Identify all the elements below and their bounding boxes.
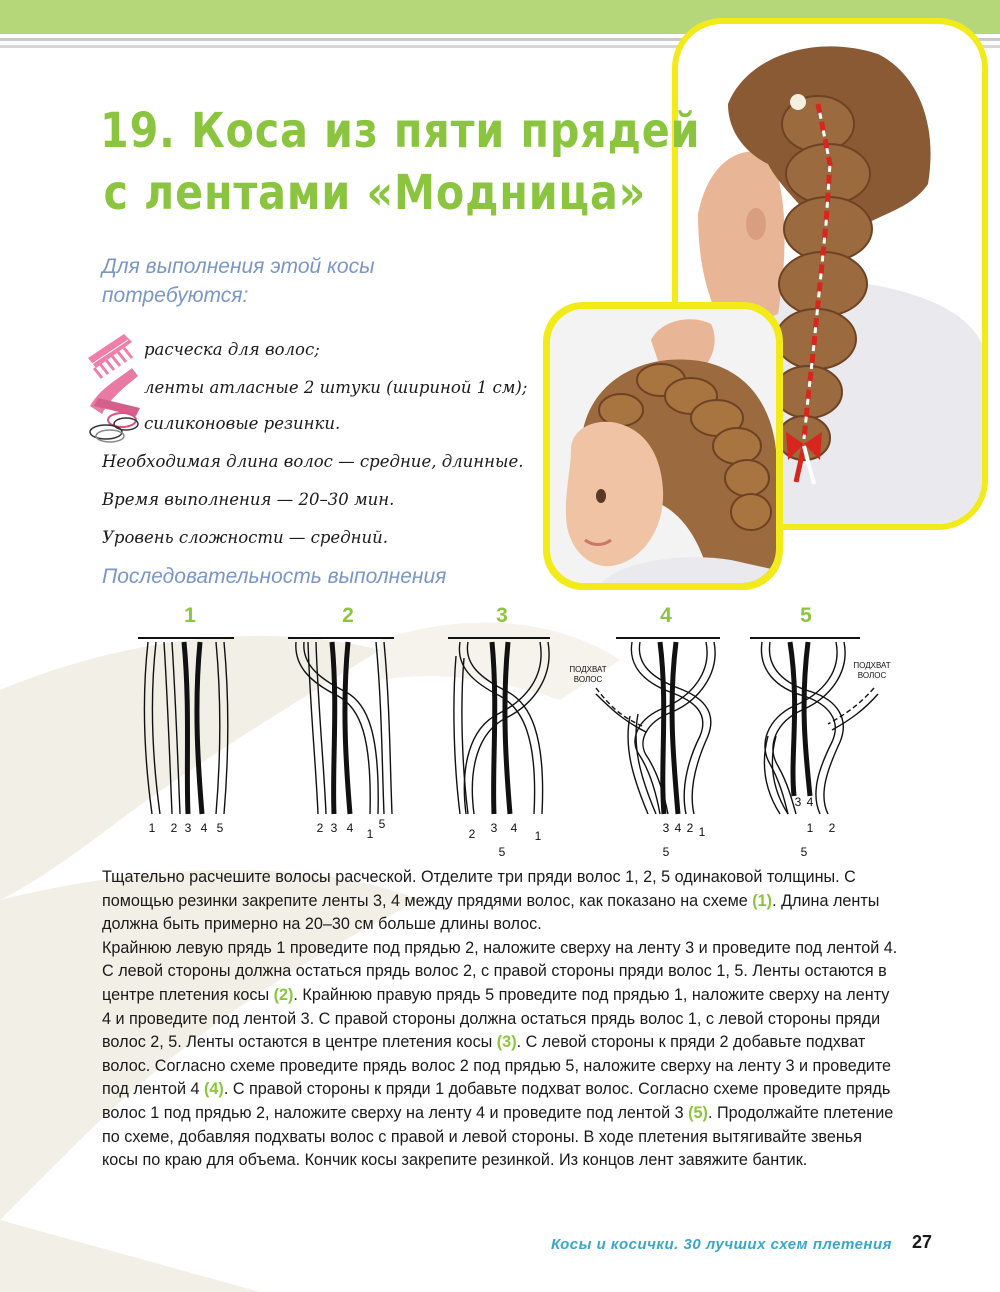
- step-number-4: 4: [660, 604, 672, 627]
- hair-length: Необходимая длина волос — средние, длинные.: [102, 452, 524, 471]
- instructions-text-run: . С правой стороны к пряди 1 добавьте подхват волос. Согласно схеме проведите прядь волос 1 под прядью 2, наложите сверху на ленту 4 и проведите под лентой 3: [102, 1080, 891, 1122]
- diagram-step-3: [448, 638, 550, 859]
- footer-book-title: Косы и косички. 30 лучших схем плетения: [550, 1236, 892, 1253]
- requirements-heading: [102, 252, 375, 310]
- step-number-1: 1: [184, 604, 196, 627]
- step-number-5: 5: [800, 604, 812, 627]
- strand-label: 5: [662, 845, 670, 859]
- strand-label: 4: [674, 821, 682, 835]
- strand-label: 4: [510, 821, 518, 835]
- strand-label: 5: [498, 845, 506, 859]
- strand-label: 1: [148, 821, 156, 835]
- comb-icon: [88, 334, 132, 378]
- diagram-step-2: [288, 638, 394, 841]
- strand-label: 2: [828, 821, 836, 835]
- instructions-paragraph-1: [102, 866, 902, 937]
- instructions-text: [102, 866, 902, 1173]
- step-reference: (1): [752, 891, 773, 910]
- photo-girl-side: [541, 300, 785, 592]
- strand-label: 3: [490, 821, 498, 835]
- difficulty-level: Уровень сложности — средний.: [102, 528, 389, 547]
- strand-label: 4: [346, 821, 354, 835]
- strand-label: 3: [184, 821, 192, 835]
- strand-label: 2: [316, 821, 324, 835]
- strand-label: 1: [698, 825, 706, 839]
- instructions-text-run: . Продолжайте плетение по схеме, добавляя подхваты волос с правой и левой стороны. В ходе плетения вытягивайте звенья косы по краю для объема. Кончик косы закрепите резинкой. Из концов лент завяжите бантик.: [102, 1103, 894, 1170]
- step-reference: (5): [688, 1103, 708, 1122]
- pickup-note-line-2: ВОЛОС: [857, 671, 887, 680]
- page-number: 27: [912, 1232, 933, 1252]
- strand-label: 1: [366, 827, 374, 841]
- page-title: [100, 100, 700, 224]
- diagram-step-1: [138, 638, 234, 835]
- diagram-step-5: [750, 638, 891, 859]
- strand-label: 2: [170, 821, 178, 835]
- strand-label: 1: [806, 821, 814, 835]
- execution-time: Время выполнения — 20–30 мин.: [102, 490, 395, 509]
- requirements-heading-line-1: Для выполнения этой косы: [102, 255, 375, 278]
- title-line-2: с лентами «Модница»: [103, 165, 647, 221]
- pickup-note-line-1: ПОДХВАТ: [853, 661, 891, 670]
- strand-label: 3: [794, 795, 802, 809]
- pickup-note-line-2: ВОЛОС: [573, 675, 603, 684]
- strand-label: 4: [806, 795, 814, 809]
- strand-label: 4: [200, 821, 208, 835]
- instructions-text-run: Тщательно расчешите волосы расческой. Отделите три пряди волос 1, 2, 5 одинаковой толщины. С помощью резинки закрепите ленты 3, 4 между прядями волос, как показано на схеме: [102, 868, 856, 910]
- instructions-text-run: . Длина ленты должна быть примерно на 20–30 см больше длины волос.: [102, 891, 880, 934]
- strand-label: 3: [662, 821, 670, 835]
- step-number-3: 3: [496, 604, 508, 627]
- strand-label: 5: [800, 845, 808, 859]
- instructions-text-run: . Крайнюю правую прядь 5 проведите под прядью 1, наложите сверху на ленту 4 и проведите под лентой 3. С правой стороны должна остаться прядь волос 1, с левой стороны пряди волос 2, 5. Ленты остаются в центре плетения косы: [102, 985, 890, 1052]
- diagram-step-4: [569, 638, 720, 859]
- instructions-text-run: . С левой стороны к пряди 2 добавьте подхват волос. Согласно схеме проведите прядь волос 2 под прядью 5, наложите сверху на ленту 3 и проведите под лентой 4: [102, 1033, 892, 1099]
- requirement-item-elastics: силиконовые резинки.: [144, 414, 341, 433]
- requirement-item-ribbons: ленты атласные 2 штуки (шириной 1 см);: [144, 378, 528, 397]
- step-reference: (4): [204, 1080, 224, 1099]
- strand-label: 5: [378, 817, 386, 831]
- requirements-heading-line-2: потребуются:: [102, 284, 249, 307]
- ribbon-icon: [90, 368, 140, 416]
- strand-label: 1: [534, 829, 542, 843]
- pickup-note-line-1: ПОДХВАТ: [569, 665, 607, 674]
- tool-icons: [80, 328, 146, 446]
- instructions-text-run: Крайнюю левую прядь 1 проведите под прядью 2, наложите сверху на ленту 3 и проведите под лентой 4. С левой стороны должна остаться прядь волос 2, с правой стороны пряди волос 1, 5. Ленты остаются в центре плетения косы: [102, 938, 898, 1004]
- sequence-heading: Последовательность выполнения: [102, 565, 447, 588]
- braid-diagrams: [120, 596, 900, 866]
- requirement-item-comb: расческа для волос;: [144, 340, 320, 359]
- strand-label: 2: [686, 821, 694, 835]
- title-line-1: 19. Коса из пяти прядей: [100, 103, 701, 159]
- strand-label: 3: [330, 821, 338, 835]
- strand-label: 2: [468, 827, 476, 841]
- step-reference: (2): [273, 985, 294, 1004]
- instructions-paragraph-2: [102, 937, 902, 1173]
- hair-elastic-icon: [90, 413, 138, 442]
- step-reference: (3): [496, 1033, 517, 1052]
- step-number-2: 2: [342, 604, 354, 627]
- strand-label: 5: [216, 821, 224, 835]
